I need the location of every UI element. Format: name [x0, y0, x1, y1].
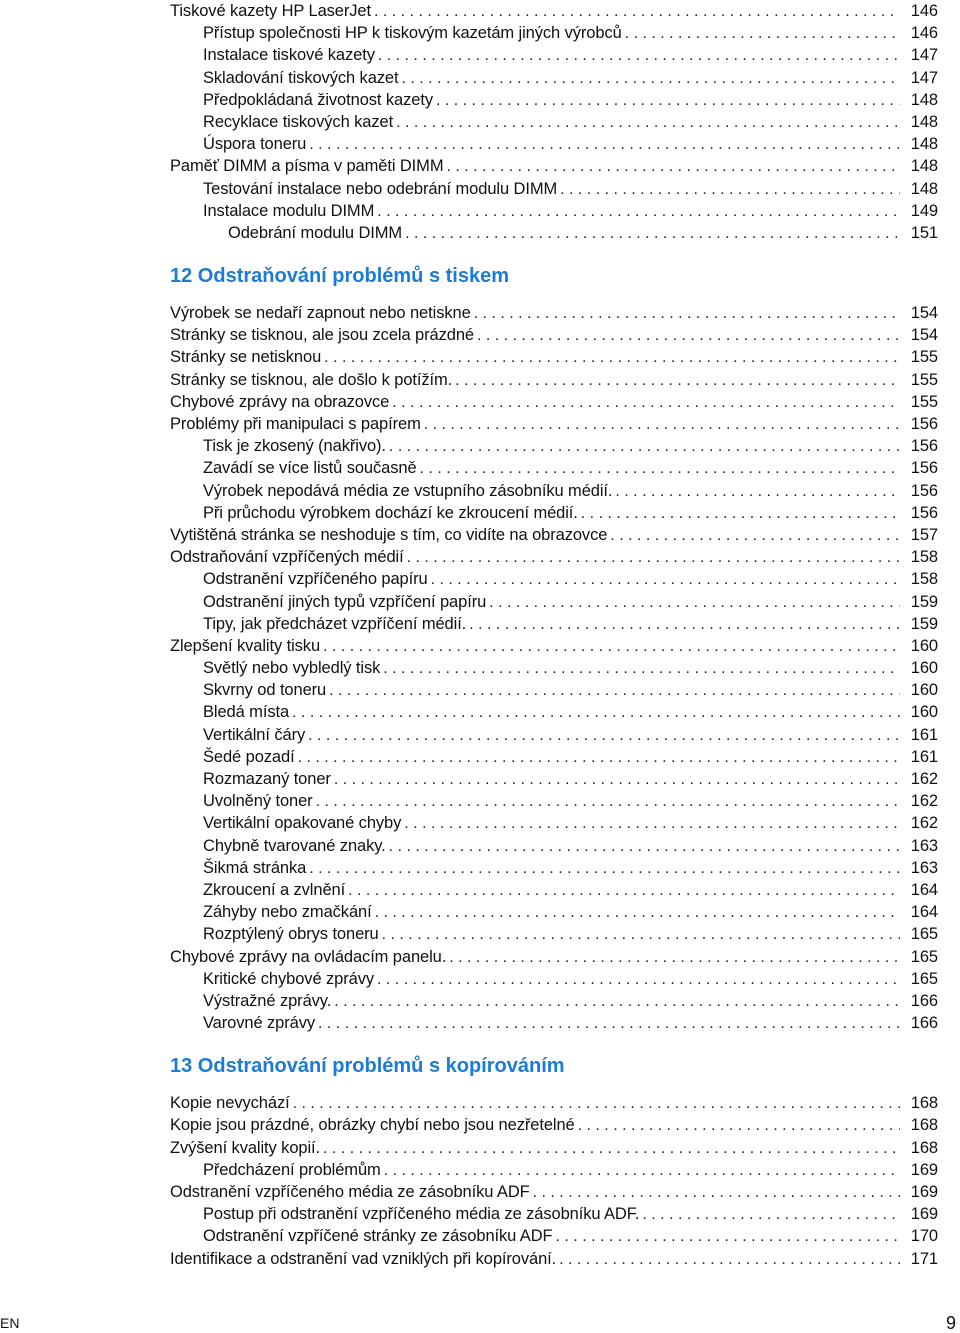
toc-entry-title: Vertikální čáry: [203, 725, 306, 744]
toc-entry-page: 158: [910, 548, 938, 567]
toc-entry[interactable]: [170, 346, 938, 368]
toc-entry-page: 148: [910, 112, 938, 131]
toc-entry[interactable]: [170, 568, 938, 590]
dot-leader: [384, 1160, 900, 1182]
toc-entry-title: Šikmá stránka: [203, 858, 307, 877]
dot-leader: [578, 1115, 900, 1137]
toc-entry-title: Skladování tiskových kazet: [203, 68, 399, 87]
toc-entry-title: Paměť DIMM a písma v paměti DIMM: [170, 157, 444, 176]
toc-entry-title: Úspora toneru: [203, 135, 307, 154]
toc-entry-page: 166: [910, 991, 938, 1010]
toc-entry[interactable]: [170, 0, 938, 22]
dot-leader: [559, 1249, 900, 1271]
toc-entry-page: 148: [910, 157, 938, 176]
dot-leader: [431, 569, 900, 591]
dot-leader: [389, 436, 900, 458]
toc-entry-title: Tipy, jak předcházet vzpříčení médií.: [203, 614, 467, 633]
toc-entry-page: 162: [910, 770, 938, 788]
toc-entry[interactable]: [170, 635, 938, 657]
toc-entry-title: Záhyby nebo zmačkání: [203, 903, 372, 922]
dot-leader: [533, 1182, 900, 1204]
toc-entry[interactable]: [170, 1114, 938, 1136]
toc-entry-title: Zkroucení a zvlnění: [203, 880, 346, 899]
dot-leader: [560, 179, 900, 201]
dot-leader: [323, 1138, 900, 1160]
toc-entry-page: 169: [910, 1205, 938, 1224]
toc-entry-page: 162: [910, 814, 938, 833]
toc-entry-title: Zlepšení kvality tisku: [170, 636, 321, 655]
toc-entry[interactable]: [170, 200, 938, 222]
dot-leader: [436, 90, 900, 112]
toc-entry-page: 160: [910, 636, 938, 655]
toc-entry[interactable]: [170, 524, 938, 546]
toc-entry-page: 171: [910, 1249, 938, 1268]
toc-entry[interactable]: [170, 391, 938, 413]
dot-leader: [489, 592, 900, 614]
toc-entry-title: Odebrání modulu DIMM: [228, 223, 403, 242]
toc-entry[interactable]: [170, 1137, 938, 1159]
toc-entry-page: 168: [910, 1138, 938, 1157]
toc-entry-page: 156: [910, 481, 938, 500]
dot-leader: [329, 680, 900, 702]
toc-entry-title: Výrobek se nedaří zapnout nebo netiskne: [170, 304, 471, 323]
toc-entry[interactable]: [170, 178, 938, 200]
toc-entry-page: 156: [910, 459, 938, 478]
dot-leader: [389, 836, 900, 858]
toc-entry-title: Tisk je zkosený (nakřivo).: [203, 437, 386, 456]
toc-entry[interactable]: [170, 591, 938, 613]
toc-entry[interactable]: [170, 679, 938, 701]
toc-entry-title: Skvrny od toneru: [203, 681, 327, 700]
toc-entry-title: Předcházení problémům: [203, 1160, 381, 1179]
dot-leader: [474, 303, 900, 325]
dot-leader: [556, 1226, 900, 1248]
dot-leader: [396, 112, 900, 134]
toc-entry-title: Odstranění vzpříčeného papíru: [203, 570, 428, 589]
footer-language: EN: [0, 1315, 20, 1331]
toc-entry-title: Recyklace tiskových kazet: [203, 112, 394, 131]
toc-entry-page: 165: [910, 969, 938, 988]
toc-entry-page: 154: [910, 326, 938, 345]
dot-leader: [402, 68, 901, 90]
toc-entry-page: 155: [910, 392, 938, 411]
dot-leader: [420, 458, 900, 480]
toc-entry-title: Světlý nebo vybledlý tisk: [203, 659, 381, 678]
toc-entry[interactable]: [170, 1092, 938, 1114]
toc-entry-page: 154: [910, 304, 938, 323]
toc-entry-title: Odstraňování vzpříčených médií: [170, 548, 404, 567]
toc-entry-title: Výrobek nepodává média ze vstupního zásobníku médií.: [203, 481, 613, 500]
dot-leader: [293, 1093, 900, 1115]
dot-leader: [324, 347, 900, 369]
toc-entry[interactable]: [170, 968, 938, 990]
toc-entry[interactable]: [170, 1248, 938, 1270]
toc-entry[interactable]: [170, 155, 938, 177]
toc-entry-page: 148: [910, 90, 938, 109]
toc-entry-page: 166: [910, 1014, 938, 1033]
toc-entry[interactable]: [170, 222, 938, 244]
toc-entry[interactable]: [170, 990, 938, 1012]
toc-entry-page: 161: [910, 747, 938, 766]
dot-leader: [404, 813, 900, 835]
toc-entry[interactable]: [170, 133, 938, 155]
toc-block-continued: [170, 0, 938, 244]
toc-entry[interactable]: [170, 44, 938, 66]
toc-entry-title: Šedé pozadí: [203, 747, 295, 766]
toc-entry-title: Stránky se tisknou, ale došlo k potížím.: [170, 370, 453, 389]
toc-entry-title: Kopie jsou prázdné, obrázky chybí nebo jsou nezřetelné: [170, 1116, 575, 1135]
dot-leader: [298, 747, 900, 769]
toc-entry-page: 147: [910, 46, 938, 65]
toc-entry-page: 151: [910, 223, 938, 242]
toc-entry-page: 148: [910, 179, 938, 198]
toc-entry-page: 146: [910, 24, 938, 43]
toc-entry[interactable]: [170, 324, 938, 346]
toc-entry[interactable]: [170, 22, 938, 44]
dot-leader: [610, 525, 900, 547]
toc-entry-title: Problémy při manipulaci s papírem: [170, 415, 421, 433]
dot-leader: [449, 947, 900, 969]
toc-entry[interactable]: [170, 89, 938, 111]
toc-entry[interactable]: [170, 946, 938, 968]
toc-entry-page: 155: [910, 370, 938, 389]
toc-entry-page: 165: [910, 947, 938, 966]
dot-leader: [455, 370, 900, 392]
table-of-contents: [170, 0, 938, 1270]
toc-entry-page: 165: [910, 925, 938, 944]
dot-leader: [309, 134, 900, 156]
toc-entry-title: Rozmazaný toner: [203, 770, 331, 788]
dot-leader: [625, 23, 900, 45]
toc-entry[interactable]: [170, 835, 938, 857]
section-13-entries: [170, 1092, 938, 1270]
toc-entry[interactable]: [170, 657, 938, 679]
toc-entry[interactable]: [170, 701, 938, 723]
toc-entry-title: Kritické chybové zprávy: [203, 969, 375, 988]
toc-entry-title: Identifikace a odstranění vad vzniklých při kopírování.: [170, 1249, 557, 1268]
toc-entry-page: 169: [910, 1183, 938, 1201]
footer-page-number: 9: [945, 1313, 956, 1333]
section-12-title: 12 Odstraňování problémů s tiskem: [170, 265, 509, 288]
dot-leader: [407, 547, 900, 569]
toc-entry-title: Uvolněný toner: [203, 792, 313, 811]
toc-entry-page: 155: [910, 348, 938, 367]
toc-entry-page: 163: [910, 836, 938, 855]
dot-leader: [374, 1, 900, 23]
toc-entry[interactable]: [170, 480, 938, 502]
dot-leader: [316, 791, 900, 813]
toc-entry-title: Vytištěná stránka se neshoduje s tím, co vidíte na obrazovce: [170, 525, 608, 544]
toc-entry-title: Chybové zprávy na ovládacím panelu.: [170, 947, 447, 966]
toc-entry-title: Instalace tiskové kazety: [203, 46, 375, 65]
toc-entry[interactable]: [170, 901, 938, 923]
toc-entry-page: 168: [910, 1116, 938, 1135]
toc-entry[interactable]: [170, 302, 938, 324]
toc-entry[interactable]: [170, 457, 938, 479]
toc-entry[interactable]: [170, 1012, 938, 1034]
dot-leader: [424, 414, 900, 436]
toc-entry[interactable]: [170, 111, 938, 133]
toc-entry-title: Při průchodu výrobkem dochází ke zkroucení médií.: [203, 503, 578, 522]
dot-leader: [382, 924, 900, 946]
toc-entry[interactable]: [170, 857, 938, 879]
toc-entry-title: Zavádí se více listů současně: [203, 459, 417, 478]
dot-leader: [392, 392, 900, 414]
toc-entry-page: 164: [910, 903, 938, 922]
toc-entry-title: Chybně tvarované znaky.: [203, 836, 386, 855]
toc-entry-page: 160: [910, 681, 938, 700]
toc-entry-page: 160: [910, 703, 938, 722]
toc-entry-title: Instalace modulu DIMM: [203, 201, 375, 220]
toc-entry-title: Zvýšení kvality kopií.: [170, 1138, 321, 1157]
toc-entry[interactable]: [170, 613, 938, 635]
toc-entry-title: Předpokládaná životnost kazety: [203, 90, 433, 109]
toc-entry-title: Tiskové kazety HP LaserJet: [170, 2, 371, 20]
dot-leader: [446, 156, 900, 178]
dot-leader: [323, 636, 900, 658]
toc-entry-page: 159: [910, 614, 938, 633]
toc-entry-title: Odstranění jiných typů vzpříčení papíru: [203, 592, 487, 611]
dot-leader: [642, 1204, 900, 1226]
toc-entry-title: Rozptýlený obrys toneru: [203, 925, 379, 944]
toc-entry[interactable]: [170, 812, 938, 834]
toc-entry[interactable]: [170, 724, 938, 746]
toc-entry-page: 161: [910, 725, 938, 744]
toc-entry-title: Odstranění vzpříčeného média ze zásobníku ADF: [170, 1183, 530, 1201]
toc-entry-page: 164: [910, 880, 938, 899]
toc-entry-title: Chybové zprávy na obrazovce: [170, 392, 390, 411]
toc-entry[interactable]: [170, 67, 938, 89]
toc-entry-page: 159: [910, 592, 938, 611]
dot-leader: [348, 880, 900, 902]
toc-entry-page: 147: [910, 68, 938, 87]
dot-leader: [308, 725, 900, 747]
toc-entry-title: Kopie nevychází: [170, 1094, 290, 1113]
toc-entry-title: Bledá místa: [203, 703, 290, 722]
dot-leader: [318, 1013, 900, 1035]
toc-entry-page: 148: [910, 135, 938, 154]
toc-entry[interactable]: [170, 413, 938, 435]
toc-entry[interactable]: [170, 923, 938, 945]
toc-entry-title: Varovné zprávy: [203, 1014, 316, 1033]
dot-leader: [309, 858, 900, 880]
toc-entry-title: Výstražné zprávy.: [203, 991, 332, 1010]
dot-leader: [378, 45, 900, 67]
toc-entry-page: 170: [910, 1227, 938, 1246]
toc-entry-page: 156: [910, 415, 938, 433]
section-12-entries: [170, 302, 938, 1034]
dot-leader: [377, 969, 900, 991]
toc-entry-page: 160: [910, 659, 938, 678]
toc-entry-page: 168: [910, 1094, 938, 1113]
dot-leader: [292, 702, 900, 724]
dot-leader: [375, 902, 900, 924]
dot-leader: [334, 991, 900, 1013]
toc-entry[interactable]: [170, 369, 938, 391]
toc-entry[interactable]: [170, 879, 938, 901]
toc-entry[interactable]: [170, 435, 938, 457]
toc-entry-title: Odstranění vzpříčené stránky ze zásobníku ADF: [203, 1227, 553, 1246]
dot-leader: [477, 325, 900, 347]
toc-entry-page: 158: [910, 570, 938, 589]
toc-entry-page: 162: [910, 792, 938, 811]
toc-entry-page: 157: [910, 525, 938, 544]
toc-entry[interactable]: [170, 746, 938, 768]
toc-entry-page: 156: [910, 503, 938, 522]
toc-entry-title: Přístup společnosti HP k tiskovým kazetám jiných výrobců: [203, 24, 622, 43]
toc-entry[interactable]: [170, 1159, 938, 1181]
toc-entry-title: Vertikální opakované chyby: [203, 814, 402, 833]
toc-entry[interactable]: [170, 1181, 938, 1203]
toc-entry[interactable]: [170, 790, 938, 812]
toc-entry[interactable]: [170, 1203, 938, 1225]
toc-entry-page: 156: [910, 437, 938, 456]
toc-entry[interactable]: [170, 546, 938, 568]
toc-entry-page: 163: [910, 858, 938, 877]
toc-entry-page: 149: [910, 201, 938, 220]
dot-leader: [469, 614, 900, 636]
toc-entry[interactable]: [170, 502, 938, 524]
toc-entry[interactable]: [170, 1225, 938, 1247]
toc-entry-page: 146: [910, 2, 938, 20]
dot-leader: [334, 769, 900, 791]
toc-entry[interactable]: [170, 768, 938, 790]
section-13-title: 13 Odstraňování problémů s kopírováním: [170, 1055, 565, 1078]
toc-entry-title: Postup při odstranění vzpříčeného média ze zásobníku ADF.: [203, 1205, 640, 1224]
toc-entry-title: Stránky se tisknou, ale jsou zcela prázdné: [170, 326, 474, 345]
toc-entry-page: 169: [910, 1160, 938, 1179]
toc-entry-title: Testování instalace nebo odebrání modulu DIMM: [203, 179, 558, 198]
dot-leader: [383, 658, 900, 680]
dot-leader: [615, 481, 900, 503]
dot-leader: [405, 223, 900, 245]
toc-entry-title: Stránky se netisknou: [170, 348, 322, 367]
dot-leader: [581, 503, 900, 525]
dot-leader: [377, 201, 900, 223]
